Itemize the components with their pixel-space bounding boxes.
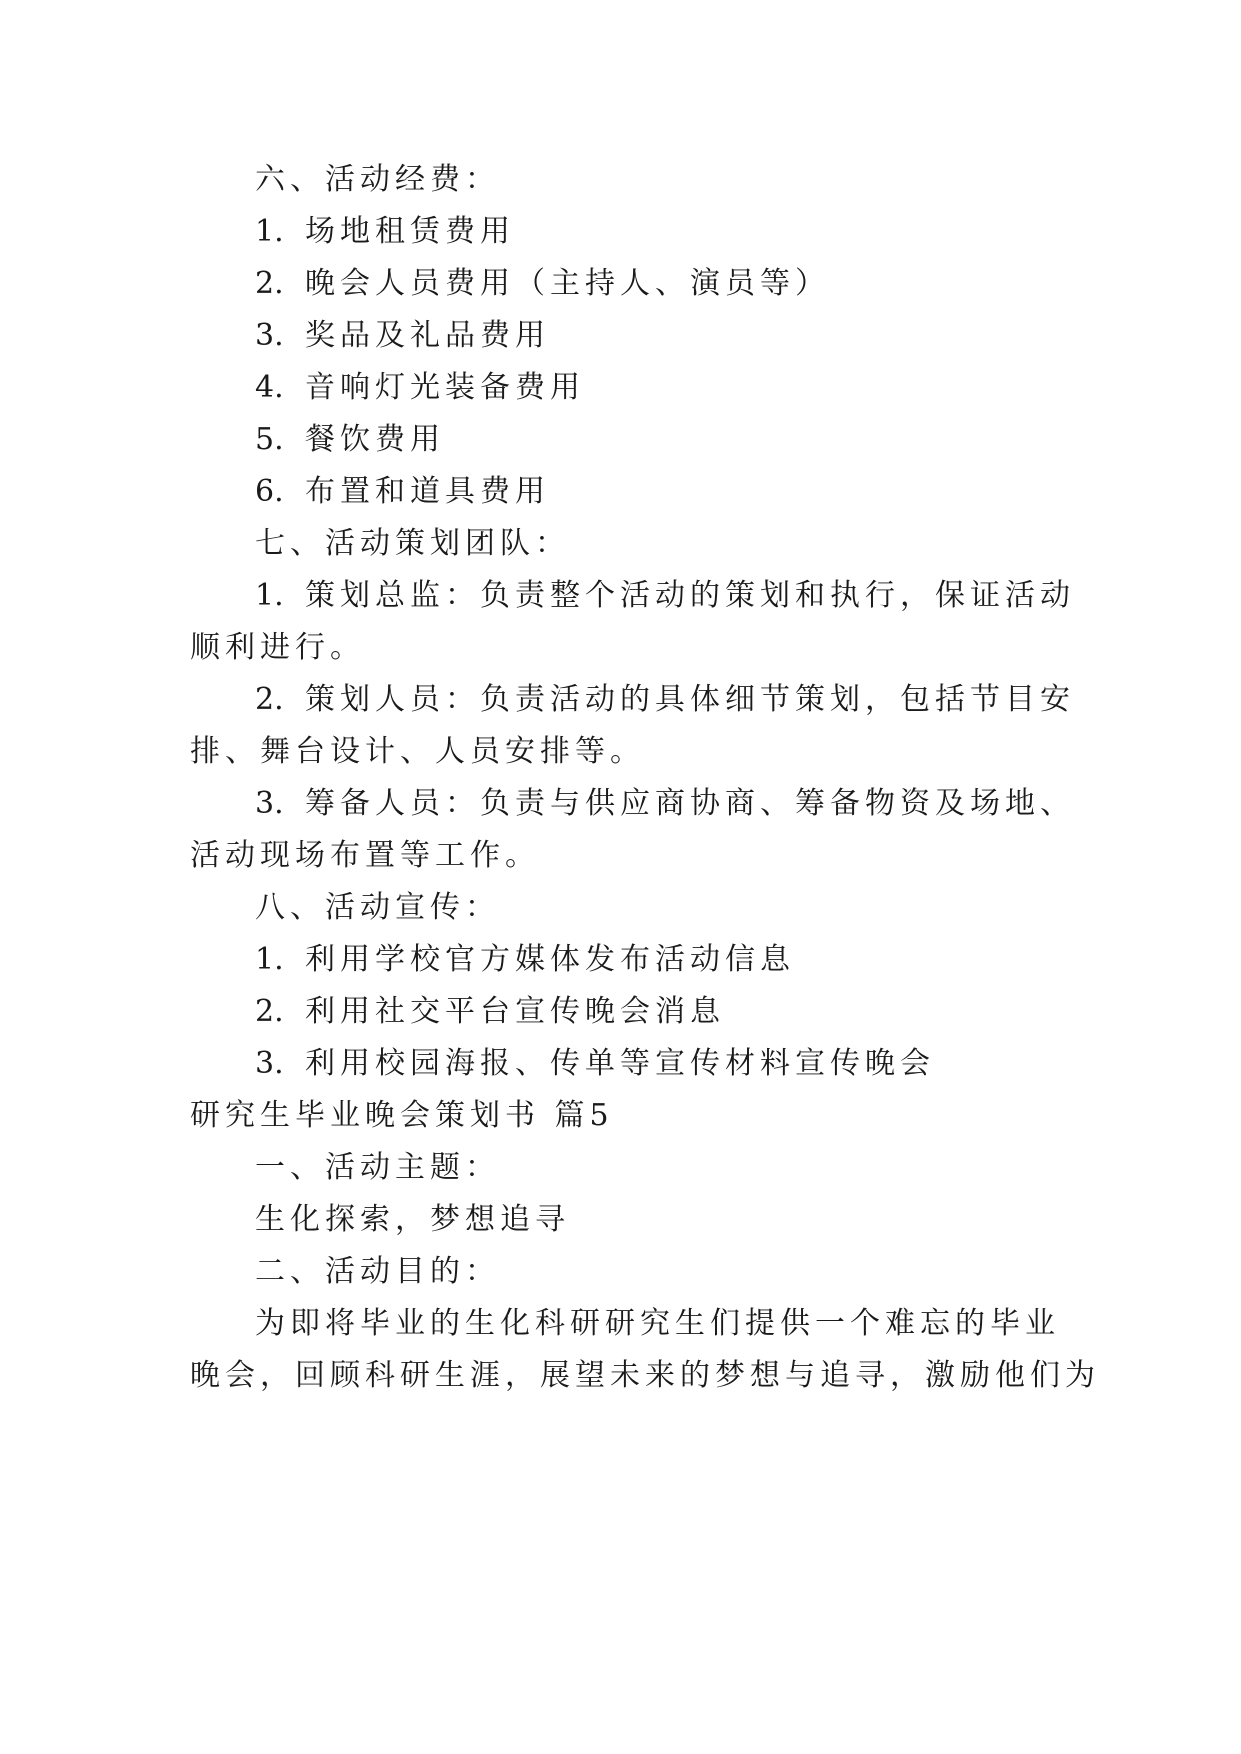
list-item xyxy=(255,784,1075,824)
list-text: 策划总监：负责整个活动的策划和执行，保证活动 xyxy=(305,578,1075,613)
list-number: 1. xyxy=(255,578,284,613)
section-heading-team: 七、活动策划团队： xyxy=(255,526,570,561)
list-number: 1. xyxy=(255,942,284,977)
list-item xyxy=(255,576,1075,616)
list-number: 2. xyxy=(255,994,284,1029)
list-text: 音响灯光装备费用 xyxy=(305,370,585,405)
section-heading-promotion: 八、活动宣传： xyxy=(255,890,500,925)
list-text: 策划人员：负责活动的具体细节策划，包括节目安 xyxy=(305,682,1075,717)
section-heading-goal: 二、活动目的： xyxy=(255,1254,500,1289)
list-text: 餐饮费用 xyxy=(305,422,445,457)
list-text: 布置和道具费用 xyxy=(305,474,550,509)
list-number: 3. xyxy=(255,786,284,821)
list-number: 5. xyxy=(255,422,284,457)
list-item xyxy=(255,1044,935,1084)
list-item xyxy=(255,212,515,252)
list-text: 利用社交平台宣传晚会消息 xyxy=(305,994,725,1029)
list-item xyxy=(255,680,1075,720)
list-number: 3. xyxy=(255,1046,284,1081)
list-text: 利用校园海报、传单等宣传材料宣传晚会 xyxy=(305,1046,935,1081)
list-item xyxy=(255,992,725,1032)
list-item xyxy=(255,472,550,512)
theme-text: 生化探索，梦想追寻 xyxy=(255,1202,570,1237)
section-heading-theme: 一、活动主题： xyxy=(255,1150,500,1185)
list-item-continuation: 顺利进行。 xyxy=(190,630,365,665)
list-text: 场地租赁费用 xyxy=(305,214,515,249)
paragraph-line: 为即将毕业的生化科研研究生们提供一个难忘的毕业 xyxy=(255,1306,1060,1341)
list-text: 晚会人员费用（主持人、演员等） xyxy=(305,266,830,301)
list-item-continuation: 排、舞台设计、人员安排等。 xyxy=(190,734,645,769)
list-number: 1. xyxy=(255,214,284,249)
paragraph-line: 晚会，回顾科研生涯，展望未来的梦想与追寻，激励他们为 xyxy=(190,1358,1100,1393)
list-item xyxy=(255,264,830,304)
list-number: 2. xyxy=(255,682,284,717)
list-item xyxy=(255,420,445,460)
list-number: 2. xyxy=(255,266,284,301)
list-item xyxy=(255,940,795,980)
list-number: 3. xyxy=(255,318,284,353)
list-text: 利用学校官方媒体发布活动信息 xyxy=(305,942,795,977)
list-item xyxy=(255,316,550,356)
list-item xyxy=(255,368,585,408)
list-text: 筹备人员：负责与供应商协商、筹备物资及场地、 xyxy=(305,786,1075,821)
list-text: 奖品及礼品费用 xyxy=(305,318,550,353)
list-item-continuation: 活动现场布置等工作。 xyxy=(190,838,540,873)
list-number: 4. xyxy=(255,370,284,405)
article-title: 研究生毕业晚会策划书 篇5 xyxy=(190,1098,614,1133)
section-heading-expenses: 六、活动经费： xyxy=(255,162,500,197)
list-number: 6. xyxy=(255,474,284,509)
